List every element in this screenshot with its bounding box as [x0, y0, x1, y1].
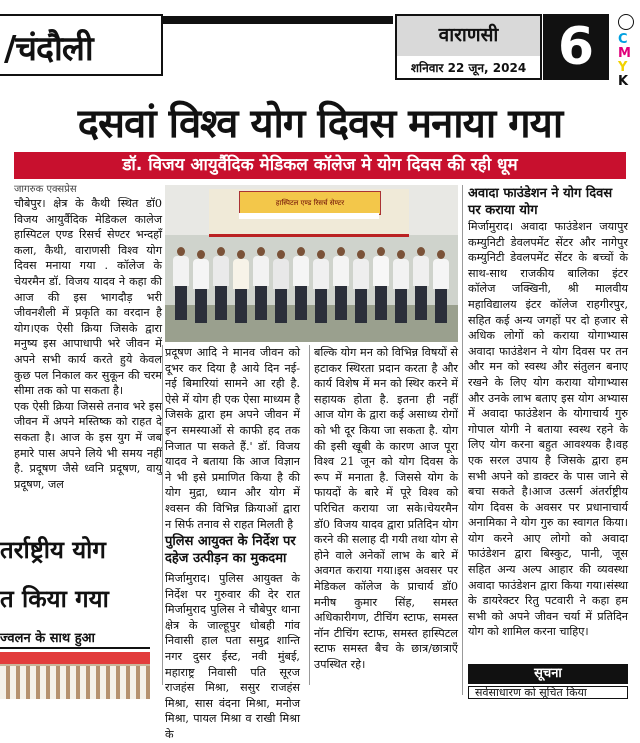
teaser-subhead: ज्वलन के साथ हुआ: [0, 631, 95, 646]
story3-body: [468, 219, 628, 640]
photo-person: [173, 247, 189, 320]
story2-body: [165, 571, 300, 743]
cmyk-m: M: [618, 46, 631, 61]
photo-person: [273, 250, 289, 323]
cmyk-y: Y: [618, 60, 628, 75]
section-name-box: [0, 14, 163, 76]
photo-person: [373, 247, 389, 320]
registration-mark-icon: [618, 14, 634, 30]
photo-person: [433, 250, 449, 323]
article-paragraph: चौबेपुर। क्षेत्र के कैथी स्थित डॉ0 विजय आयुर्वैदिक मेडिकल कालेज हास्पिटल एण्ड रिसर्च सेण्टर भन्दहाँ कला, कैथी, वाराणसी विश्व योग दिवस मनाया गया . कॉलेज के चेयरमैन डॉ. विजय यादव ने कहा की आज की इस भागदौड़ भरी जीवनशैली में प्रकृति का वरदान है योग।एक ऐसी क्रिया जिसके द्वारा मनुष्य इस आपाधापी भरे जीवन में अपने सभी कार्य करते हुये केवल कुछ पल निकाल कर सुकून की चरम सीमा तक को पा सकता है।: [14, 197, 162, 398]
photo-person: [413, 247, 429, 320]
section-name: /चंदौली: [4, 29, 93, 69]
column-divider: [462, 185, 463, 695]
notice-title: सूचना: [534, 666, 562, 681]
page-number: 6: [543, 14, 609, 80]
photo-person: [233, 250, 249, 323]
article-paragraph: मिर्जामुराद। अवादा फाउंडेशन जयापुर कम्युनिटी डेवलपमेंट सेंटर और नागेपुर कम्युनिटी डेवलपमेंट सेंटर के बच्चों के साथ-साथ राजकीय बालिका इंटर कॉलेज जक्खिनी, श्री मालवीय महाविद्यालय इंटर कॉलेज राहगीरपुर, सहित कई अन्य जगहों पर दो हजार से अधिक लोगों को कराया योगाभ्यास अवादा फाउंडेशन ने योग दिवस पर तन और मन को स्वस्थ और संतुलन बनाए रखने के लिए योग कराया योगाभ्यास और उनके लाभ बताए इस योग अभ्यास में अवादा फाउंडेशन के योगाचार्य गुरु गोपाल योगी ने बताया स्वस्थ रहने के लिए योग करना बहुत आवश्यक है।वह एक सरल उपाय है जिसके द्वारा हम सभी अपने को डाक्टर के पास जाने से बचा सकते है।आज उत्सर्ग अंतर्राष्ट्रीय योग दिवस के अवसर पर प्रधानाचार्य अनामिका ने योग गुरु का स्वागत किया।योग करने आए लोगो को अवादा फाउंडेशन द्वारा बिस्कुट, पानी, जूस सहित अन्य अल्प आहार की व्यवस्था अवादा फाउंडेशन द्वारा किया गया।संस्था के डायरेक्टर रितु पटवारी ने कहा हम सभी को अपने जीवन चर्या में प्रतिदिन योग को शामिल करना चाहिए।: [468, 220, 628, 639]
subheadline-bar: [14, 152, 626, 179]
city-label: वाराणसी: [438, 24, 499, 46]
photo-banner-strip: [239, 213, 379, 219]
notice-box-title: [468, 664, 628, 684]
photo-person: [313, 250, 329, 323]
article-paragraph: बल्कि योग मन को विभिन्न विषयों से हटाकर स्थिरता प्रदान करता है और कार्य विशेष में मन को स्थिर करने में सहायक होता है. इतना ही नहीं आज योग के द्वारा कई असाध्य रोगों को भी दूर किया जा सकता है. योग की इसी खूबी के कारण आज पूरा विश्व 21 जून को योग दिवस के रूप में मनाता है. जिससे योग के फायदों के बारे में पूरे विश्व को परिचित कराया जा सके।चेयरमैन डॉ0 विजय यादव द्वारा प्रतिदिन योग करने की सलाह दी गयी तथा योग से होने वाले अनेकों लाभ के बारे में अवगत कराया गया।इस अवसर पर मेडिकल कॉलेज के प्राचार्य डॉ0 मनीष कुमार सिंह, समस्त अधिकारीगण, टीचिंग स्टाफ, समस्त नॉन टीचिंग स्टाफ, समस्त हास्पिटल स्टाफ समस्त बैच के छात्र/छात्राएँ उपस्थित रहे।: [314, 346, 458, 671]
photo-person: [193, 250, 209, 323]
teaser-photo: [0, 652, 150, 699]
article-column-1: [14, 196, 162, 492]
photo-person: [213, 247, 229, 320]
article-paragraph: मिर्जामुराद। पुलिस आयुक्त के निर्देश पर गुरुवार की देर रात मिर्जामुराद पुलिस ने चौबेपुर थाना क्षेत्र के जाल्हूपुर धोबही गांव निवासी हाल पता समुद्र शान्ति नगर दुसर ईस्ट, नवी मुंबई, महाराष्ट्र निवासी पति सूरज राजहंस मिश्रा, ससुर राजहंस मिश्रा, सास वंदना मिश्रा, मनोज मिश्रा, पायल मिश्रा व राखी मिश्रा के: [165, 572, 300, 741]
header-rule: [163, 16, 393, 24]
story3-headline: अवादा फाउंडेशन ने योग दिवस पर कराया योग: [468, 186, 613, 218]
article-column-3: [314, 345, 458, 672]
teaser-photo-crowd: [0, 666, 150, 699]
city-label-box: [397, 16, 540, 56]
photo-person: [333, 247, 349, 320]
article-paragraph: प्रदूषण आदि ने मानव जीवन को दूभर कर दिया है आये दिन नई-नई बिमारियां सामने आ रही है. ऐसे में योग ही एक ऐसा माध्यम है जिसके द्वारा हम अपने जीवन में इन समस्याओं से काफी हद तक निजात पा सकते हैं.' डॉ. विजय यादव ने बताया कि आज विज्ञान ने भी इसे प्रमाणित किया है की योग मुद्रा, ध्यान और योग में श्वसन की विभिन्न क्रियाओं द्वारा न सिर्फ तनाव से राहत मिलती है: [165, 346, 300, 531]
teaser-headline-line1: तर्राष्ट्रीय योग: [0, 536, 106, 564]
teaser-rule: [0, 647, 150, 649]
photo-person: [353, 250, 369, 323]
column-divider: [162, 345, 163, 685]
cmyk-c: C: [618, 32, 628, 47]
photo-banner-text: हास्पिटल एण्ड रिसर्च सेण्टर: [275, 199, 345, 207]
article-column-2: [165, 345, 300, 532]
photo-person: [393, 250, 409, 323]
story2-headline: पुलिस आयुक्त के निर्देश पर दहेज उत्पीड़न का मुकदमा: [165, 534, 296, 566]
article-paragraph: एक ऐसी क्रिया जिससे तनाव भरे इस जीवन में अपने मस्तिष्क को राहत दे सकता है। आज के इस युग में जब हमारे पास अपने लिये भी समय नहीं है. प्रदूषण जैसे ध्वनि प्रदूषण, वायु प्रदूषण, जल: [14, 399, 162, 491]
photo-banner: [239, 191, 381, 215]
group-photo: [165, 185, 458, 342]
issue-date: शनिवार 22 जून, 2024: [410, 61, 527, 75]
subheadline: डॉ. विजय आयुर्वैदिक मेडिकल कॉलेज मे योग दिवस की रही धूम: [122, 155, 518, 175]
teaser-headline-line2: त किया गया: [0, 585, 109, 613]
photo-person: [293, 247, 309, 320]
column-divider: [309, 345, 310, 685]
teaser-photo-banner: [0, 652, 150, 664]
byline: जागरुक एक्सप्रेस: [14, 184, 77, 195]
cmyk-k: K: [618, 74, 629, 89]
photo-person: [253, 247, 269, 320]
main-headline: दसवां विश्व योग दिवस मनाया गया: [77, 101, 563, 147]
notice-text: सर्वसाधारण को सूचित किया: [468, 686, 628, 699]
